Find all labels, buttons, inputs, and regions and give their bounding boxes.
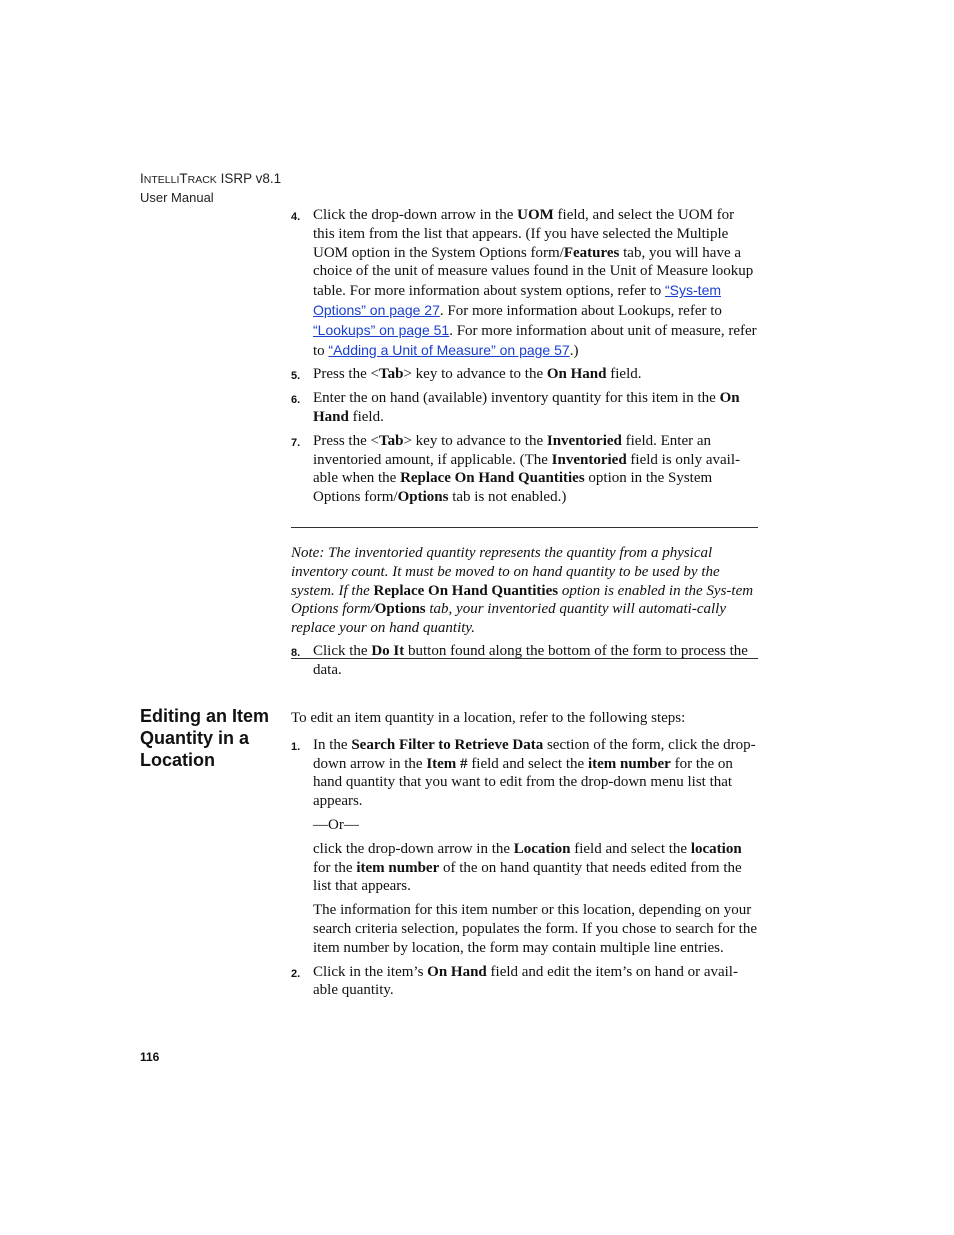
step-4: 4. Click the drop-down arrow in the UOM field, and select the UOM for this item from the list that appears. (If you have selected the Multiple UOM option in the System Options form/Features tab, you will have a choice of the unit of measure values found in the Unit of Measure lookup table. For more information about system options, refer to “Sys-tem Options” on page 27. For more information about Lookups, refer to “Lookups” on page 51. For more information about unit of measure, refer to “Adding a Unit of Measure” on page 57.) bbox=[291, 207, 757, 359]
step-number: 1. bbox=[291, 740, 301, 753]
steps-list-a bbox=[291, 206, 758, 507]
step-number: 4. bbox=[291, 211, 301, 223]
step-number: 7. bbox=[291, 436, 301, 449]
page-number: 116 bbox=[140, 1050, 160, 1064]
section-intro: To edit an item quantity in a location, refer to the following steps: bbox=[291, 710, 686, 726]
product-title: INTELLITRACK ISRP v8.1 bbox=[140, 171, 282, 186]
step-8: 8. Click the Do It button found along the bottom of the form to process the data. bbox=[291, 643, 748, 678]
step-number: 8. bbox=[291, 647, 301, 659]
step-5: 5. Press the <Tab> key to advance to the On Hand field. bbox=[291, 365, 758, 384]
alt-instruction: click the drop-down arrow in the Location field and select the location for the item number of the on hand quantity that needs edited from the list that appears. bbox=[313, 840, 742, 895]
step-number: 6. bbox=[291, 394, 301, 407]
step-8-block bbox=[291, 642, 758, 680]
running-header bbox=[140, 170, 281, 206]
step-1: 1. In the Search Filter to Retrieve Data section of the form, click the drop-down arrow in the Item # field and select the item number for the on hand quantity that you want to edit from the drop-down menu list that appears. bbox=[291, 736, 756, 810]
note-box: Note: The inventoried quantity represents the quantity from a physical inventory count. It must be moved to on hand quantity to be used by the system. If the Replace On Hand Quantities option is enabled in the Sys-tem Options form/Options tab, your inventoried quantity will automati-cally replace your on hand quantity. bbox=[291, 527, 758, 659]
info-paragraph: The information for this item number or this location, depending on your search criteria selection, populates the form. If you chose to search for the item number by location, the form may contain multiple line entries. bbox=[313, 902, 757, 956]
step-7: 7. Press the <Tab> key to advance to the Inventoried field. Enter an inventoried amount, if applicable. (The Inventoried field is only avail-able when the Replace On Hand Quantities option in the System Options form/Options tab is not enabled.) bbox=[291, 432, 740, 506]
link-adding-unit-of-measure[interactable]: “Adding a Unit of Measure” on page 57 bbox=[328, 341, 570, 358]
step-number: 2. bbox=[291, 967, 301, 980]
link-system-options[interactable]: “Sys-tem Options” on page 27 bbox=[313, 282, 722, 318]
manual-subtitle: User Manual bbox=[140, 190, 214, 205]
section-body bbox=[291, 709, 758, 1000]
step-number: 5. bbox=[291, 370, 301, 383]
section-heading: Editing an Item Quantity in a Location bbox=[140, 706, 270, 770]
link-lookups[interactable]: “Lookups” on page 51 bbox=[313, 321, 450, 338]
step-6: 6. Enter the on hand (available) inventory quantity for this item in the On Hand field. bbox=[291, 390, 740, 425]
step-2: 2. Click in the item’s On Hand field and edit the item’s on hand or avail-able quantity. bbox=[291, 963, 738, 999]
or-separator: —Or— bbox=[313, 816, 359, 833]
